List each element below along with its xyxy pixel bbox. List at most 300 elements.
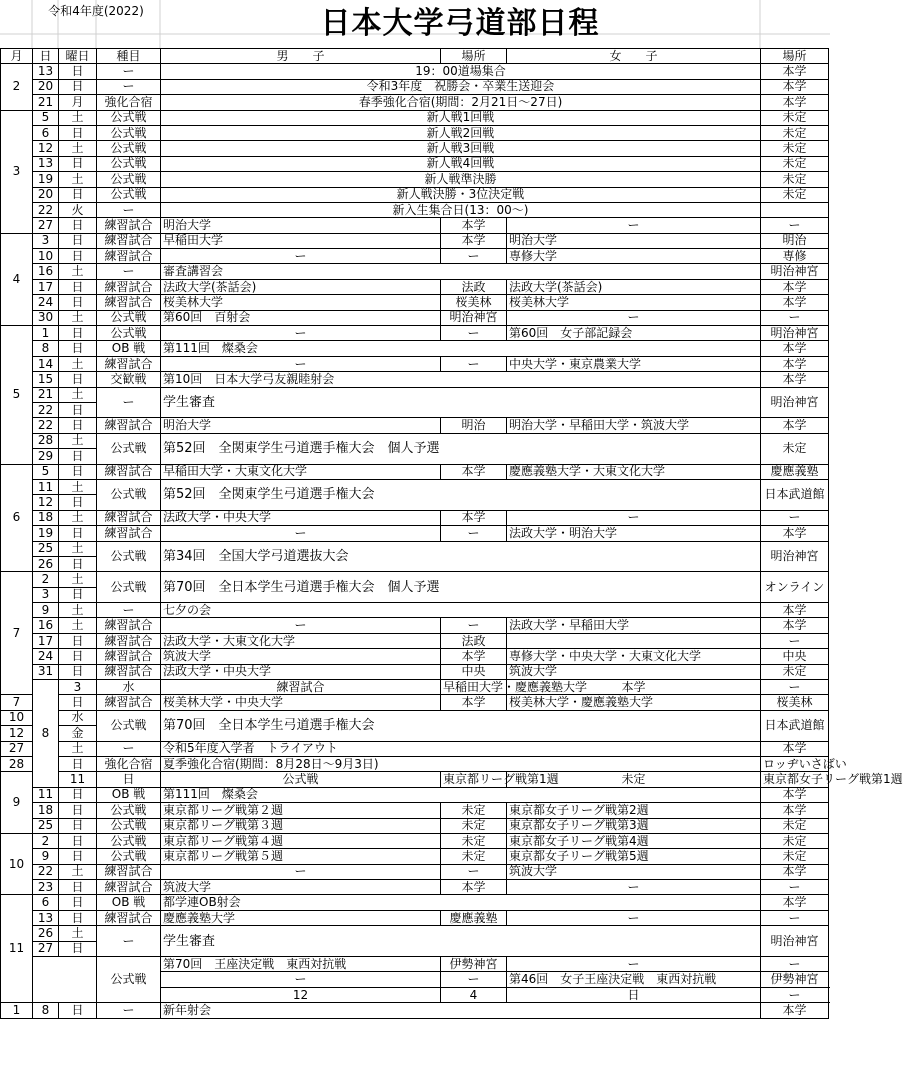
day-cell: 11 [33, 787, 59, 802]
event-cell: 第111回 燦桑会 [161, 341, 761, 356]
type-cell: 公式戦 [97, 849, 161, 864]
men-place-cell: ー [441, 618, 507, 633]
men-event-cell: 東京都リーグ戦第５週 [161, 849, 441, 864]
men-event-cell: 法政大学・大東文化大学 [161, 633, 441, 648]
day-cell: 22 [33, 202, 59, 217]
day-cell: 17 [33, 279, 59, 294]
men-place-cell: 慶應義塾 [441, 910, 507, 925]
table-row [1, 433, 829, 448]
type-cell: 練習試合 [97, 695, 161, 710]
type-cell: 練習試合 [97, 633, 161, 648]
type-cell: 強化合宿 [97, 95, 161, 110]
men-place-cell: 本学 [441, 464, 507, 479]
table-row [1, 864, 829, 879]
event-cell: 令和5年度入学者 トライアウト [161, 741, 761, 756]
weekday-cell: 日 [59, 279, 97, 294]
table-row [1, 156, 829, 171]
men-event-cell: ー [161, 356, 441, 371]
type-cell: ー [97, 603, 161, 618]
men-place-cell: 未定 [441, 818, 507, 833]
col-weekday: 曜日 [59, 49, 97, 64]
day-cell: 30 [33, 310, 59, 325]
event-cell: 第52回 全関東学生弓道選手権大会 個人予選 [161, 433, 761, 464]
event-cell: 新人戦4回戦 [161, 156, 761, 171]
col-women-place: 場所 [761, 49, 829, 64]
women-event-cell: ー [507, 910, 761, 925]
table-row [1, 218, 829, 233]
place-cell: 本学 [761, 741, 829, 756]
type-cell: 公式戦 [97, 818, 161, 833]
women-event-cell: 筑波大学 [507, 864, 761, 879]
men-place-cell: ー [441, 249, 507, 264]
day-cell: 29 [33, 449, 59, 464]
type-cell: 強化合宿 [97, 756, 161, 771]
men-place-cell: ー [441, 864, 507, 879]
event-cell: 第111回 燦桑会 [161, 787, 761, 802]
type-cell: OB 戦 [97, 787, 161, 802]
men-event-cell: ー [161, 864, 441, 879]
type-cell: ー [761, 987, 829, 1002]
fiscal-year-label: 令和4年度(2022) [48, 4, 144, 18]
month-cell: 2 [1, 64, 33, 110]
table-row [1, 741, 829, 756]
day-cell: 2 [33, 572, 59, 587]
men-place-cell: ー [441, 326, 507, 341]
table-row [1, 910, 829, 925]
type-cell: ー [97, 1003, 161, 1018]
table-row [1, 787, 829, 802]
weekday-cell: 日 [59, 756, 97, 771]
type-cell: 公式戦 [97, 125, 161, 140]
table-row [1, 141, 829, 156]
men-place-cell: 伊勢神宮 [441, 957, 507, 972]
table-row [1, 803, 829, 818]
event-cell: 第70回 全日本学生弓道選手権大会 [161, 710, 761, 741]
table-row [1, 756, 829, 771]
day-cell: 14 [33, 356, 59, 371]
weekday-cell: 日 [507, 987, 761, 1002]
weekday-cell: 日 [59, 910, 97, 925]
place-cell: 未定 [761, 125, 829, 140]
event-cell: 19：00道場集合 [161, 64, 761, 79]
type-cell: OB 戦 [97, 895, 161, 910]
women-event-cell: ー [507, 957, 761, 972]
type-cell: 練習試合 [97, 526, 161, 541]
weekday-cell: 日 [59, 449, 97, 464]
type-cell: ー [97, 741, 161, 756]
table-row [1, 541, 829, 556]
place-cell: 未定 [761, 187, 829, 202]
weekday-cell: 火 [59, 202, 97, 217]
event-cell: 新入生集合日(13：00～) [161, 202, 761, 217]
type-cell: 公式戦 [97, 541, 161, 572]
month-cell: 10 [1, 833, 33, 895]
weekday-cell: 水 [97, 680, 161, 695]
women-place-cell: ー [761, 633, 829, 648]
men-event-cell: ー [161, 972, 441, 987]
women-event-cell [507, 633, 761, 648]
event-cell: 新人戦決勝・3位決定戦 [161, 187, 761, 202]
men-event-cell: 早稲田大学・慶應義塾大学 [441, 680, 507, 695]
women-place-cell: 未定 [761, 849, 829, 864]
weekday-cell: 土 [59, 572, 97, 587]
type-cell: 公式戦 [161, 772, 441, 787]
men-place-cell: 未定 [441, 833, 507, 848]
day-cell-empty [33, 957, 97, 1003]
event-cell: 第34回 全国大学弓道選抜大会 [161, 541, 761, 572]
weekday-cell: 土 [59, 356, 97, 371]
type-cell: 練習試合 [97, 664, 161, 679]
women-event-cell: 筑波大学 [507, 664, 761, 679]
day-cell: 3 [59, 680, 97, 695]
event-cell: 審査講習会 [161, 264, 761, 279]
weekday-cell: 日 [59, 156, 97, 171]
day-cell: 18 [33, 803, 59, 818]
men-event-cell: 早稲田大学 [161, 233, 441, 248]
place-cell: 本学 [761, 787, 829, 802]
table-row [1, 464, 829, 479]
day-cell: 24 [33, 295, 59, 310]
women-place-cell: 本学 [761, 418, 829, 433]
weekday-cell: 土 [59, 110, 97, 125]
men-event-cell: 筑波大学 [161, 649, 441, 664]
day-cell: 5 [33, 110, 59, 125]
day-cell: 22 [33, 402, 59, 417]
table-row [1, 125, 829, 140]
women-event-cell: 法政大学・早稲田大学 [507, 618, 761, 633]
men-place-cell: 本学 [441, 649, 507, 664]
weekday-cell: 日 [59, 833, 97, 848]
women-event-cell: 第60回 女子部記録会 [507, 326, 761, 341]
day-cell: 12 [1, 726, 33, 741]
day-cell: 13 [33, 64, 59, 79]
table-row [1, 695, 829, 710]
type-cell: 公式戦 [97, 710, 161, 741]
men-place-cell: 本学 [441, 695, 507, 710]
schedule-tail [1, 895, 829, 1018]
weekday-cell: 日 [59, 218, 97, 233]
weekday-cell: 日 [59, 849, 97, 864]
weekday-cell: 日 [59, 326, 97, 341]
col-women: 女 子 [507, 49, 761, 64]
day-cell: 21 [33, 387, 59, 402]
type-cell: 公式戦 [97, 326, 161, 341]
table-row [1, 356, 829, 371]
weekday-cell: 日 [59, 633, 97, 648]
women-event-cell: 桜美林大学 [507, 295, 761, 310]
men-event-cell: 早稲田大学・大東文化大学 [161, 464, 441, 479]
men-place-cell: 本学 [441, 218, 507, 233]
women-place-cell: 本学 [761, 279, 829, 294]
table-row [1, 387, 829, 402]
place-cell [761, 202, 829, 217]
table-row [1, 295, 829, 310]
day-cell: 19 [33, 526, 59, 541]
place-cell: 本学 [761, 372, 829, 387]
weekday-cell: 水 [59, 710, 97, 725]
place-cell: オンライン [761, 572, 829, 603]
col-day: 日 [33, 49, 59, 64]
weekday-cell: 日 [59, 64, 97, 79]
men-event-cell: 慶應義塾大学 [161, 910, 441, 925]
weekday-cell: 金 [59, 726, 97, 741]
women-place-cell: 本学 [761, 864, 829, 879]
table-row [1, 710, 829, 725]
table-row [1, 618, 829, 633]
table-row [1, 633, 829, 648]
weekday-cell: 土 [59, 433, 97, 448]
type-cell: 練習試合 [97, 864, 161, 879]
day-cell: 16 [33, 264, 59, 279]
event-cell: 学生審査 [161, 387, 761, 418]
type-cell: 公式戦 [97, 572, 161, 603]
women-event-cell: 法政大学(茶話会) [507, 279, 761, 294]
weekday-cell: 日 [59, 464, 97, 479]
event-cell: 学生審査 [161, 926, 761, 957]
women-event-cell: 中央大学・東京農業大学 [507, 356, 761, 371]
type-cell: 練習試合 [97, 880, 161, 895]
weekday-cell: 日 [59, 695, 97, 710]
col-men-place: 場所 [441, 49, 507, 64]
month-cell: 4 [1, 233, 33, 325]
weekday-cell: 日 [59, 187, 97, 202]
men-event-cell: 法政大学・中央大学 [161, 664, 441, 679]
table-row [1, 249, 829, 264]
table-row [1, 926, 829, 941]
event-cell: 新人戦準決勝 [161, 172, 761, 187]
table-row [1, 818, 829, 833]
place-cell: 日本武道館 [761, 710, 829, 741]
women-event-cell: ー [507, 310, 761, 325]
month-cell: 12 [161, 987, 441, 1002]
weekday-cell: 日 [59, 895, 97, 910]
women-event-cell: 桜美林大学・慶應義塾大学 [507, 695, 761, 710]
women-event-cell: 東京都女子リーグ戦第2週 [507, 803, 761, 818]
day-cell: 1 [33, 326, 59, 341]
women-place-cell: 未定 [761, 664, 829, 679]
men-place-cell: 本学 [441, 880, 507, 895]
men-event-cell: ー [161, 326, 441, 341]
women-event-cell: 明治大学・早稲田大学・筑波大学 [507, 418, 761, 433]
women-event-cell: ー [507, 218, 761, 233]
place-cell: 本学 [761, 1003, 829, 1018]
weekday-cell: 日 [59, 803, 97, 818]
women-place-cell: ー [761, 510, 829, 525]
men-event-cell: 東京都リーグ戦第1週 [441, 772, 507, 787]
day-cell: 13 [33, 910, 59, 925]
table-row [1, 880, 829, 895]
type-cell: 公式戦 [97, 433, 161, 464]
women-place-cell: 未定 [761, 818, 829, 833]
place-cell: 本学 [761, 95, 829, 110]
schedule-table [0, 48, 903, 1019]
type-cell: 公式戦 [97, 957, 161, 1003]
women-place-cell: 本学 [761, 526, 829, 541]
type-cell: 練習試合 [97, 295, 161, 310]
day-cell: 9 [33, 849, 59, 864]
table-row [1, 64, 829, 79]
women-event-cell: 東京都女子リーグ戦第4週 [507, 833, 761, 848]
day-cell: 21 [33, 95, 59, 110]
type-cell: 公式戦 [97, 172, 161, 187]
place-cell: 明治神宮 [761, 926, 829, 957]
weekday-cell: 日 [59, 495, 97, 510]
weekday-cell: 日 [59, 1003, 97, 1018]
women-place-cell: 本学 [761, 295, 829, 310]
table-row [1, 479, 829, 494]
type-cell: 公式戦 [97, 156, 161, 171]
men-event-cell: 筑波大学 [161, 880, 441, 895]
men-place-cell: ー [441, 526, 507, 541]
event-cell: 第52回 全関東学生弓道選手権大会 [161, 479, 761, 510]
month-cell: 5 [1, 326, 33, 465]
month-cell: 9 [1, 772, 33, 834]
type-cell: ー [97, 64, 161, 79]
type-cell: ー [97, 264, 161, 279]
type-cell: 練習試合 [97, 356, 161, 371]
day-cell: 18 [33, 510, 59, 525]
men-place-cell: 桜美林 [441, 295, 507, 310]
page-title: 日本大学弓道部日程 [320, 6, 600, 41]
day-cell: 26 [33, 926, 59, 941]
women-place-cell: 未定 [761, 833, 829, 848]
weekday-cell: 土 [59, 510, 97, 525]
men-place-cell: 法政 [441, 633, 507, 648]
weekday-cell: 土 [59, 618, 97, 633]
men-event-cell: 東京都リーグ戦第４週 [161, 833, 441, 848]
women-place-cell: ー [761, 880, 829, 895]
event-cell: 新人戦1回戦 [161, 110, 761, 125]
table-row [1, 172, 829, 187]
event-cell: 夏季強化合宿(期間：8月28日～9月3日) [161, 756, 761, 771]
weekday-cell: 日 [59, 372, 97, 387]
type-cell: 公式戦 [97, 310, 161, 325]
weekday-cell: 土 [59, 864, 97, 879]
women-event-cell: 明治大学 [507, 233, 761, 248]
weekday-cell: 日 [59, 526, 97, 541]
day-cell: 3 [33, 233, 59, 248]
place-cell: 明治神宮 [761, 387, 829, 418]
type-cell: ー [97, 926, 161, 957]
place-cell: 明治神宮 [761, 264, 829, 279]
place-cell: 本学 [761, 603, 829, 618]
men-event-cell: ー [161, 526, 441, 541]
table-row [1, 326, 829, 341]
place-cell: 本学 [761, 341, 829, 356]
weekday-cell: 日 [59, 587, 97, 602]
type-cell: 公式戦 [97, 803, 161, 818]
table-row [1, 572, 829, 587]
type-cell: 練習試合 [97, 249, 161, 264]
men-event-cell: 法政大学・中央大学 [161, 510, 441, 525]
weekday-cell: 月 [59, 95, 97, 110]
type-cell: 練習試合 [161, 680, 441, 695]
type-cell: 練習試合 [97, 218, 161, 233]
weekday-cell: 日 [59, 125, 97, 140]
men-event-cell: 桜美林大学・中央大学 [161, 695, 441, 710]
men-event-cell: 法政大学(茶話会) [161, 279, 441, 294]
type-cell: 練習試合 [97, 464, 161, 479]
type-cell: OB 戦 [97, 341, 161, 356]
table-row [1, 233, 829, 248]
place-cell: 未定 [761, 110, 829, 125]
weekday-cell: 日 [59, 880, 97, 895]
men-place-cell: 法政 [441, 279, 507, 294]
place-cell: 未定 [761, 141, 829, 156]
day-cell: 5 [33, 464, 59, 479]
women-event-cell: ー [507, 880, 761, 895]
men-place-cell: 本学 [441, 233, 507, 248]
women-event-cell: 法政大学・明治大学 [507, 526, 761, 541]
day-cell: 19 [33, 172, 59, 187]
women-place-cell: ー [761, 218, 829, 233]
table-row [1, 664, 829, 679]
women-place-cell: ー [761, 910, 829, 925]
day-cell: 9 [33, 603, 59, 618]
women-event-cell: 慶應義塾大学・大東文化大学 [507, 464, 761, 479]
weekday-cell: 日 [59, 941, 97, 956]
table-row [1, 680, 829, 695]
women-event-cell: 第46回 女子王座決定戦 東西対抗戦 [507, 972, 761, 987]
women-event-cell: 専修大学 [507, 249, 761, 264]
type-cell: 公式戦 [97, 187, 161, 202]
men-place-cell: 未定 [441, 849, 507, 864]
men-place-cell: 本学 [507, 680, 761, 695]
table-row [1, 279, 829, 294]
men-place-cell: 明治神宮 [441, 310, 507, 325]
table-row [1, 202, 829, 217]
place-cell: 明治神宮 [761, 541, 829, 572]
men-event-cell: 桜美林大学 [161, 295, 441, 310]
month-cell: 7 [1, 572, 33, 695]
women-place-cell: 本学 [761, 356, 829, 371]
table-row [1, 510, 829, 525]
event-cell: 新人戦2回戦 [161, 125, 761, 140]
weekday-cell: 日 [59, 295, 97, 310]
col-month: 月 [1, 49, 33, 64]
event-cell: 令和3年度 祝勝会・卒業生送迎会 [161, 79, 761, 94]
day-cell: 2 [33, 833, 59, 848]
table-row [1, 264, 829, 279]
day-cell: 27 [33, 218, 59, 233]
women-event-cell: 東京都女子リーグ戦第1週 [761, 772, 829, 787]
table-row [1, 526, 829, 541]
weekday-cell: 土 [59, 603, 97, 618]
day-cell: 6 [33, 125, 59, 140]
type-cell: 練習試合 [97, 910, 161, 925]
type-cell: ー [97, 387, 161, 418]
table-row [1, 849, 829, 864]
men-event-cell: ー [161, 249, 441, 264]
table-row [1, 310, 829, 325]
day-cell: 28 [1, 756, 33, 771]
type-cell: 公式戦 [97, 110, 161, 125]
men-place-cell: 本学 [441, 510, 507, 525]
table-row [1, 957, 829, 972]
weekday-cell: 土 [59, 172, 97, 187]
table-row [1, 95, 829, 110]
men-event-cell: ー [161, 618, 441, 633]
women-event-cell: 東京都女子リーグ戦第5週 [507, 849, 761, 864]
table-row [1, 79, 829, 94]
day-cell: 28 [33, 433, 59, 448]
women-event-cell: 東京都女子リーグ戦第3週 [507, 818, 761, 833]
place-cell: 未定 [761, 156, 829, 171]
day-cell: 3 [33, 587, 59, 602]
month-cell: 6 [1, 464, 33, 572]
type-cell: ー [97, 202, 161, 217]
day-cell: 11 [33, 479, 59, 494]
